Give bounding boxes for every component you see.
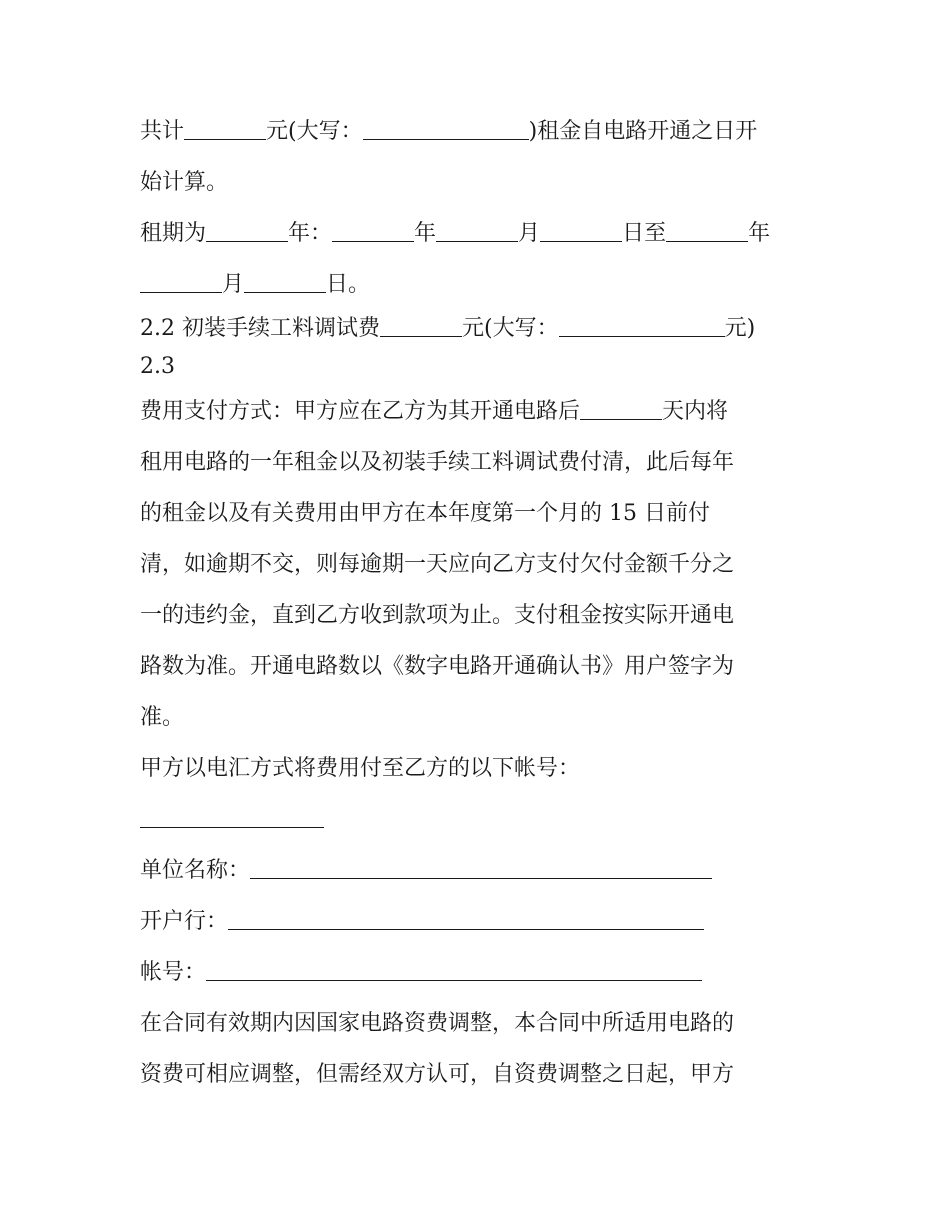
paragraph-line: 一的违约金，直到乙方收到款项为止。支付租金按实际开通电 <box>140 603 735 628</box>
paragraph-line: 清，如逾期不交，则每逾期一天应向乙方支付欠付金额千分之 <box>140 552 735 577</box>
text-segment: 年： <box>288 221 333 246</box>
document-page <box>140 106 815 1100</box>
section-number: 2.3 <box>140 354 175 379</box>
text-segment: 月 <box>222 272 245 297</box>
blank-days <box>580 418 662 420</box>
text-segment: 日至 <box>622 221 667 246</box>
lease-term-end-line <box>140 259 815 310</box>
account-number-line <box>140 947 815 998</box>
blank-account-number <box>206 979 702 981</box>
lease-term-line <box>140 208 815 259</box>
field-label: 单位名称： <box>140 858 251 883</box>
blank-start-day <box>540 240 622 242</box>
blank-start-month <box>436 240 518 242</box>
text-segment: 共计 <box>140 119 185 144</box>
blank-amount <box>184 138 266 140</box>
text-segment: 元(大写： <box>266 119 363 144</box>
text-segment: 2.2 初装手续工料调试费 <box>140 316 380 341</box>
text-segment: 天内将 <box>662 399 729 424</box>
paragraph-line: 资费可相应调整，但需经双方认可，自资费调整之日起，甲方 <box>140 1062 735 1087</box>
setup-fee-line <box>140 310 815 348</box>
paragraph-line: 在合同有效期内因国家电路资费调整，本合同中所适用电路的 <box>140 1011 735 1036</box>
text-segment: 年 <box>414 221 437 246</box>
paragraph-line: 租用电路的一年租金以及初装手续工料调试费付清，此后每年 <box>140 450 735 475</box>
blank-start-year <box>332 240 414 242</box>
blank-amount-uppercase <box>363 138 529 140</box>
company-name-line <box>140 845 815 896</box>
text-segment: )租金自电路开通之日开 <box>528 119 758 144</box>
blank-company-name <box>250 877 712 879</box>
blank-bank <box>228 928 704 930</box>
field-label: 帐号： <box>140 960 207 985</box>
blank-end-day <box>244 291 326 293</box>
paragraph-line: 准。 <box>140 705 185 730</box>
text-segment: 日。 <box>326 272 371 297</box>
blank-setup-fee <box>380 335 462 337</box>
field-label: 开户行： <box>140 909 229 934</box>
text-segment: 元(大写： <box>461 316 559 341</box>
paragraph-line: 始计算。 <box>140 170 229 195</box>
text-segment: 年 <box>748 221 771 246</box>
total-amount-line <box>140 106 815 157</box>
text-segment: 元) <box>724 316 756 341</box>
blank-line <box>140 794 815 845</box>
paragraph-line: 甲方以电汇方式将费用付至乙方的以下帐号： <box>140 756 581 781</box>
blank-account-info <box>140 826 324 828</box>
text-segment: 租期为 <box>140 221 207 246</box>
paragraph-line: 路数为准。开通电路数以《数字电路开通确认书》用户签字为 <box>140 654 735 679</box>
blank-end-month <box>140 291 222 293</box>
paragraph-line: 的租金以及有关费用由甲方在本年度第一个月的 15 日前付 <box>140 501 710 526</box>
payment-method-line <box>140 386 815 437</box>
bank-line <box>140 896 815 947</box>
text-segment: 月 <box>518 221 541 246</box>
blank-end-year <box>666 240 748 242</box>
text-segment: 费用支付方式：甲方应在乙方为其开通电路后 <box>140 399 581 424</box>
blank-setup-fee-uppercase <box>559 335 725 337</box>
blank-years <box>206 240 288 242</box>
